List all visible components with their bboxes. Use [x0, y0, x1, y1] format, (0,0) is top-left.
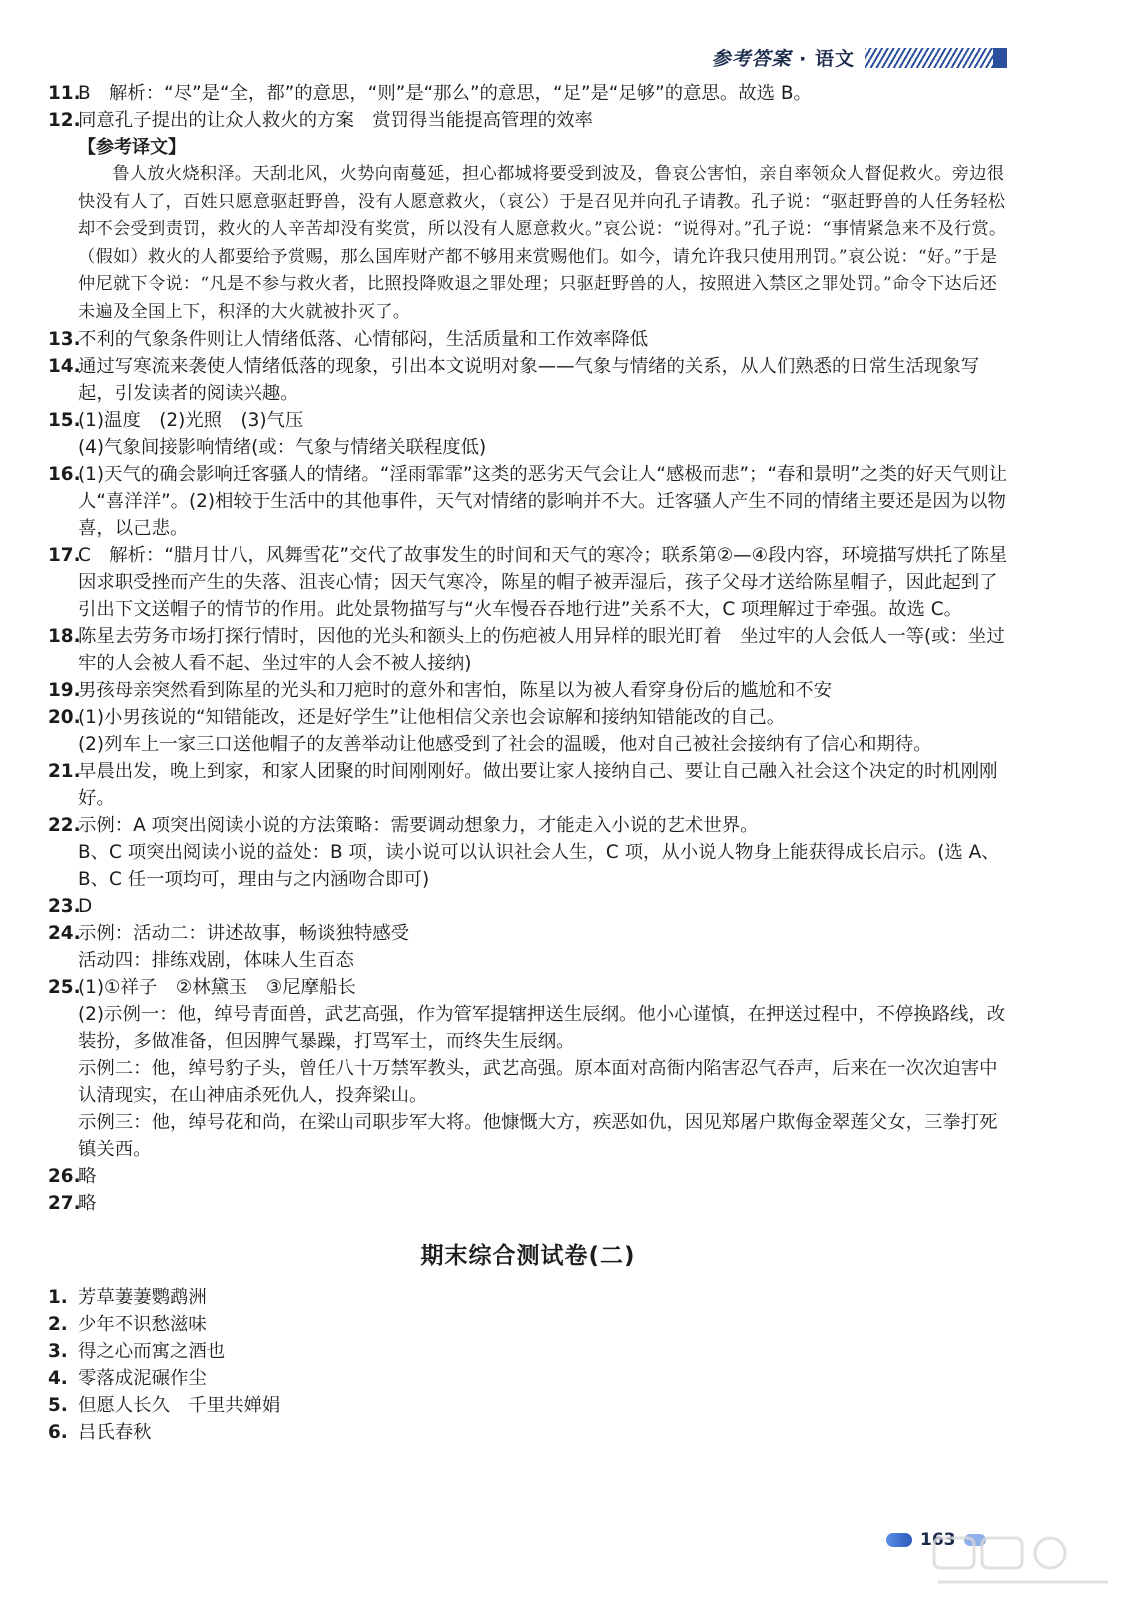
answer-item — [48, 893, 1008, 920]
answer-number: 17. — [48, 545, 81, 566]
answer-line: (4)气象间接影响情绪(或：气象与情绪关联程度低) — [78, 437, 487, 458]
answer-text — [78, 812, 1008, 893]
answer-line: (1)①祥子 ②林黛玉 ③尼摩船长 — [78, 977, 356, 998]
answer-item — [48, 1311, 1008, 1338]
answer-line: 略 — [78, 1166, 97, 1187]
answer-number: 14. — [48, 356, 81, 377]
answer-number: 13. — [48, 329, 81, 350]
answer-number: 27. — [48, 1193, 81, 1214]
answer-line: (2)列车上一家三口送他帽子的友善举动让他感受到了社会的温暖，他对自己被社会接纳有了信心和期待。 — [78, 734, 932, 755]
answer-item — [48, 1392, 1008, 1419]
answer-line: 示例二：他，绰号豹子头，曾任八十万禁军教头，武艺高强。原本面对高衙内陷害忍气吞声，后来在一次次迫害中认清现实，在山神庙杀死仇人，投奔梁山。 — [78, 1058, 998, 1106]
answer-item — [48, 353, 1008, 407]
answer-item — [48, 1163, 1008, 1190]
answer-number: 23. — [48, 896, 81, 917]
reference-translation-title: 【参考译文】 — [78, 137, 186, 158]
answer-line: 少年不识愁滋味 — [78, 1314, 207, 1335]
reference-translation-text: 鲁人放火烧积泽。天刮北风，火势向南蔓延，担心都城将要受到波及，鲁哀公害怕，亲自率领众人督促救火。旁边很快没有人了，百姓只愿意驱赶野兽，没有人愿意救火，（哀公）于是召见并向孔子请教。孔子说：“驱赶野兽的人任务轻松却不会受到责罚，救火的人辛苦却没有奖赏，所以没有人愿意救火。”哀公说：“说得对。”孔子说：“事情紧急来不及行赏。（假如）救火的人都要给予赏赐，那么国库财产都不够用来赏赐他们。如今，请允许我只使用刑罚。”哀公说：“好。”于是仲尼就下令说：“凡是不参与救火者，比照投降败退之罪处理；只驱赶野兽的人，按照进入禁区之罪处罚。”命令下达后还未遍及全国上下，积泽的大火就被扑灭了。 — [78, 164, 1007, 322]
answer-line: (1)小男孩说的“知错能改，还是好学生”让他相信父亲也会谅解和接纳知错能改的自己。 — [78, 707, 786, 728]
answer-line: 但愿人长久 千里共婵娟 — [78, 1395, 281, 1416]
answer-text — [78, 1419, 1008, 1446]
answer-text — [78, 1338, 1008, 1365]
answer-text — [78, 893, 1008, 920]
answer-number: 15. — [48, 410, 81, 431]
answer-item — [48, 920, 1008, 974]
answer-line: 芳草萋萋鹦鹉洲 — [78, 1287, 207, 1308]
answer-list-part2 — [48, 326, 1008, 1217]
answer-item — [48, 107, 1008, 134]
answer-text — [78, 1392, 1008, 1419]
page-header — [712, 44, 1008, 71]
answer-number: 21. — [48, 761, 81, 782]
answer-line: 略 — [78, 1193, 97, 1214]
answer-text — [78, 758, 1008, 812]
answer-line: 通过写寒流来袭使人情绪低落的现象，引出本文说明对象——气象与情绪的关系，从人们熟悉的日常生活现象写起，引发读者的阅读兴趣。 — [78, 356, 980, 404]
answer-line: C 解析：“腊月廿八，风舞雪花”交代了故事发生的时间和天气的寒冷；联系第②—④段内容，环境描写烘托了陈星因求职受挫而产生的失落、沮丧心情；因天气寒冷，陈星的帽子被弄湿后，孩子父母才送给陈星帽子，因此起到了引出下文送帽子的情节的作用。此处景物描写与“火车慢吞吞地行进”关系不大，C 项理解过于牵强。故选 C。 — [78, 545, 1008, 620]
answer-line: 吕氏春秋 — [78, 1422, 152, 1443]
answer-number: 4. — [48, 1368, 68, 1389]
answer-number: 24. — [48, 923, 81, 944]
answer-number: 2. — [48, 1314, 68, 1335]
section-title: 期末综合测试卷(二) — [420, 1243, 636, 1269]
answer-line: 陈星去劳务市场打探行情时，因他的光头和额头上的伤疤被人用异样的眼光盯着 坐过牢的人会低人一等(或：坐过牢的人会被人看不起、坐过牢的人会不被人接纳) — [78, 626, 1005, 674]
answer-text — [78, 326, 1008, 353]
answer-item — [48, 407, 1008, 461]
answer-line: 示例：A 项突出阅读小说的方法策略：需要调动想象力，才能走入小说的艺术世界。 — [78, 815, 759, 836]
answer-item — [48, 974, 1008, 1163]
answer-item — [48, 1419, 1008, 1446]
answer-number: 3. — [48, 1341, 68, 1362]
answer-number: 12. — [48, 110, 81, 131]
answer-number: 5. — [48, 1395, 68, 1416]
answer-number: 25. — [48, 977, 81, 998]
answer-list-part1 — [48, 80, 1008, 134]
answer-number: 1. — [48, 1287, 68, 1308]
answer-item — [48, 1190, 1008, 1217]
answer-text — [78, 1190, 1008, 1217]
answer-line: B、C 项突出阅读小说的益处：B 项，读小说可以认识社会人生，C 项，从小说人物身上能获得成长启示。(选 A、B、C 任一项均可，理由与之内涵吻合即可) — [78, 842, 1000, 890]
answer-line: 得之心而寓之酒也 — [78, 1341, 226, 1362]
answer-text — [78, 80, 1008, 107]
answer-item — [48, 758, 1008, 812]
answer-number: 22. — [48, 815, 81, 836]
answer-line: 早晨出发，晚上到家，和家人团聚的时间刚刚好。做出要让家人接纳自己、要让自己融入社会这个决定的时机刚刚好。 — [78, 761, 998, 809]
answer-line: D — [78, 896, 93, 917]
answer-line: 男孩母亲突然看到陈星的光头和刀疤时的意外和害怕，陈星以为被人看穿身份后的尴尬和不安 — [78, 680, 833, 701]
header-stripe-decoration — [865, 48, 1007, 68]
answer-number: 6. — [48, 1422, 68, 1443]
answer-line: 同意孔子提出的让众人救火的方案 赏罚得当能提高管理的效率 — [78, 110, 593, 131]
answer-item — [48, 80, 1008, 107]
answer-text — [78, 1163, 1008, 1190]
answer-line: (1)温度 (2)光照 (3)气压 — [78, 410, 304, 431]
answer-item — [48, 326, 1008, 353]
answer-text — [78, 1365, 1008, 1392]
answer-item — [48, 461, 1008, 542]
answer-text — [78, 1284, 1008, 1311]
header-prefix: 参考答案 — [711, 48, 792, 70]
header-subject: 语文 — [814, 48, 855, 70]
answer-text — [78, 542, 1008, 623]
answer-text — [78, 704, 1008, 758]
answer-item — [48, 542, 1008, 623]
answer-number: 19. — [48, 680, 81, 701]
answer-text — [78, 461, 1008, 542]
answer-number: 11. — [48, 83, 81, 104]
answer-item — [48, 1365, 1008, 1392]
answer-line: (1)天气的确会影响迁客骚人的情绪。“淫雨霏霏”这类的恶劣天气会让人“感极而悲”；“春和景明”之类的好天气则让人“喜洋洋”。(2)相较于生活中的其他事件，天气对情绪的影响并不大。迁客骚人产生不同的情绪主要还是因为以物喜，以己悲。 — [78, 464, 1008, 539]
answer-item — [48, 623, 1008, 677]
answer-item — [48, 1338, 1008, 1365]
answer-text — [78, 677, 1008, 704]
answer-number: 16. — [48, 464, 81, 485]
answer-line: 不利的气象条件则让人情绪低落、心情郁闷，生活质量和工作效率降低 — [78, 329, 649, 350]
answer-text — [78, 974, 1008, 1163]
answer-line: 示例三：他，绰号花和尚，在梁山司职步军大将。他慷慨大方，疾恶如仇，因见郑屠户欺侮金翠莲父女，三拳打死镇关西。 — [78, 1112, 998, 1160]
watermark-logo — [928, 1532, 1118, 1596]
answer-text — [78, 1311, 1008, 1338]
answer-text — [78, 623, 1008, 677]
page-number: 163 — [920, 1530, 956, 1550]
header-label — [712, 44, 856, 71]
answer-line: 活动四：排练戏剧，体味人生百态 — [78, 950, 354, 971]
answer-text — [78, 920, 1008, 974]
answer-number: 20. — [48, 707, 81, 728]
answer-list-part3 — [48, 1284, 1008, 1446]
answer-item — [48, 812, 1008, 893]
answer-line: (2)示例一：他，绰号青面兽，武艺高强，作为管军提辖押送生辰纲。他小心谨慎，在押送过程中，不停换路线，改装扮，多做准备，但因脾气暴躁，打骂军士，而终失生辰纲。 — [78, 1004, 1006, 1052]
answer-item — [48, 704, 1008, 758]
answer-line: 零落成泥碾作尘 — [78, 1368, 207, 1389]
answer-line: 示例：活动二：讲述故事，畅谈独特感受 — [78, 923, 410, 944]
answer-text — [78, 353, 1008, 407]
answer-content — [48, 80, 1008, 1446]
answer-item — [48, 1284, 1008, 1311]
answer-number: 18. — [48, 626, 81, 647]
answer-text — [78, 107, 1008, 134]
footer-dot-decoration — [886, 1533, 912, 1547]
answer-item — [48, 677, 1008, 704]
answer-line: B 解析：“尽”是“全，都”的意思，“则”是“那么”的意思，“足”是“足够”的意思。故选 B。 — [78, 83, 812, 104]
header-separator: · — [799, 48, 808, 70]
answer-number: 26. — [48, 1166, 81, 1187]
answer-text — [78, 407, 1008, 461]
